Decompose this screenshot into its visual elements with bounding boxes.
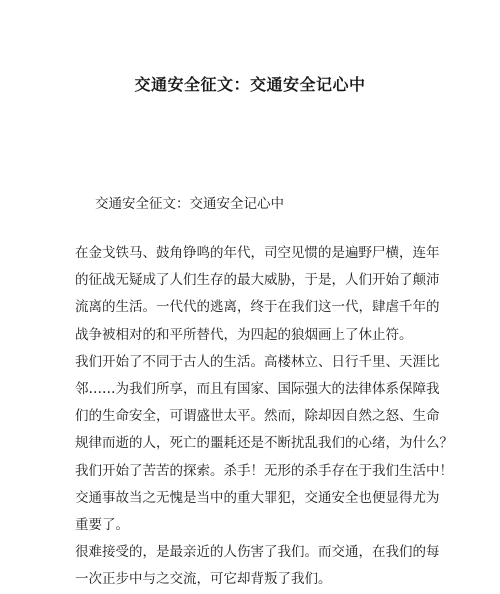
text-line: 战争被相对的和平所替代，为四起的狼烟画上了休止符。 <box>75 326 413 343</box>
text-line: 们的生命安全，可谓盛世太平。然而，除却因自然之怒、生命 <box>75 408 440 425</box>
text-line: 很难接受的，是最亲近的人伤害了我们。而交通，在我们的每 <box>75 544 440 561</box>
paragraph <box>75 240 440 349</box>
text-line: 在金戈铁马、鼓角铮鸣的年代，司空见惯的是遍野尸横，连年 <box>75 245 440 261</box>
text-line: 邻……为我们所享，而且有国家、国际强大的法律体系保障我 <box>75 381 440 398</box>
text-line: 一次正步中与之交流，可它却背叛了我们。 <box>75 571 332 588</box>
text-line: 规律而逝的人，死亡的噩耗还是不断扰乱我们的心绪，为什么？ <box>75 435 453 452</box>
text-line: 的征战无疑成了人们生存的最大威胁，于是，人们开始了颠沛 <box>75 272 440 289</box>
text-line: 我们开始了苦苦的探索。杀手！无形的杀手存在于我们生活中！ <box>75 462 453 479</box>
text-line: 交通事故当之无愧是当中的重大罪犯，交通安全也便显得尤为 <box>75 489 440 506</box>
text-line: 流离的生活。一代代的逃离，终于在我们这一代，肆虐千年的 <box>75 299 440 316</box>
paragraph <box>75 349 453 539</box>
document-body <box>75 240 453 594</box>
paragraph <box>75 539 440 593</box>
text-line: 我们开始了不同于古人的生活。高楼林立、日行千里、天涯比 <box>75 353 440 370</box>
document-subtitle: 交通安全征文：交通安全记心中 <box>95 196 284 212</box>
document-title: 交通安全征文：交通安全记心中 <box>134 75 366 94</box>
text-line: 重要了。 <box>75 517 129 534</box>
